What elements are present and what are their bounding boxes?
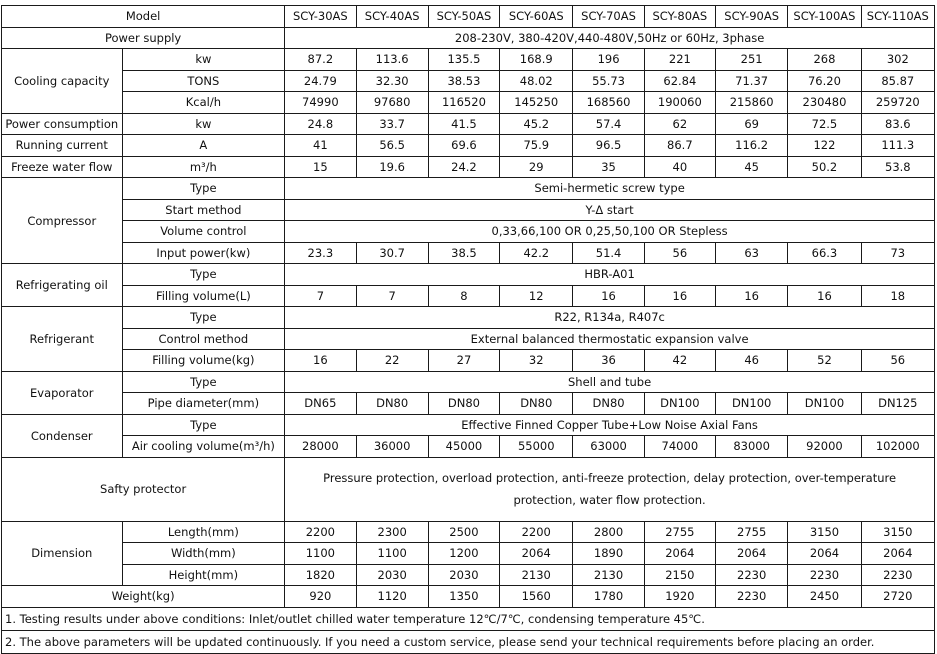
cell-value: 56 [644, 242, 715, 264]
cell-value: 38.5 [428, 242, 499, 264]
cell-value: 56.5 [356, 135, 428, 157]
cell-value: 28000 [285, 436, 356, 458]
group-label: Weight(kg) [2, 586, 285, 608]
cell-value: 86.7 [644, 135, 715, 157]
cell-value: 16 [716, 285, 788, 307]
cell-value: DN100 [716, 393, 788, 415]
row-unit: Filling volume(kg) [122, 350, 285, 372]
cooling-kcal-row [2, 92, 935, 114]
cell-value: 76.20 [788, 70, 861, 92]
safety-protector-row [2, 457, 935, 521]
cell-value: 66.3 [788, 242, 861, 264]
model-name: SCY-80AS [644, 6, 715, 28]
cell-value: 62.84 [644, 70, 715, 92]
row-unit: Control method [122, 328, 285, 350]
cell-value: 2230 [861, 564, 934, 586]
row-unit: Type [122, 307, 285, 329]
cell-value: 1820 [285, 564, 356, 586]
cell-value: 96.5 [573, 135, 644, 157]
row-label: Power supply [2, 27, 285, 49]
cell-value: 2064 [500, 543, 573, 565]
model-header: Model [2, 6, 285, 28]
evaporator-pipe-row [2, 393, 935, 415]
cell-value: DN80 [500, 393, 573, 415]
row-unit: Start method [122, 199, 285, 221]
cell-value: 2230 [716, 586, 788, 608]
cell-value: 268 [788, 49, 861, 71]
cell-value: 48.02 [500, 70, 573, 92]
cell-value: 50.2 [788, 156, 861, 178]
cell-value: 53.8 [861, 156, 934, 178]
weight-row [2, 586, 935, 608]
cell-value: 230480 [788, 92, 861, 114]
cell-value: 33.7 [356, 113, 428, 135]
cell-value: 57.4 [573, 113, 644, 135]
cell-value: 2150 [644, 564, 715, 586]
merged-value: Pressure protection, overload protection, anti-freeze protection, delay protection, over-temperature protection, water flow protection. [285, 457, 935, 521]
cell-value: 38.53 [428, 70, 499, 92]
row-unit: TONS [122, 70, 285, 92]
cell-value: 71.37 [716, 70, 788, 92]
compressor-type-row [2, 178, 935, 200]
cell-value: 259720 [861, 92, 934, 114]
table-header-row [2, 6, 935, 28]
cell-value: 52 [788, 350, 861, 372]
cell-value: 42.2 [500, 242, 573, 264]
cell-value: 36 [573, 350, 644, 372]
cell-value: 83.6 [861, 113, 934, 135]
compressor-volume-row [2, 221, 935, 243]
cell-value: 251 [716, 49, 788, 71]
cell-value: 63 [716, 242, 788, 264]
cell-value: 2064 [716, 543, 788, 565]
cell-value: 145250 [500, 92, 573, 114]
cell-value: 3150 [788, 521, 861, 543]
group-label: Dimension [2, 521, 123, 586]
dimension-length-row [2, 521, 935, 543]
condenser-air-row [2, 436, 935, 458]
merged-value: 0,33,66,100 OR 0,25,50,100 OR Stepless [285, 221, 935, 243]
cell-value: 19.6 [356, 156, 428, 178]
merged-value: Y-Δ start [285, 199, 935, 221]
refrigerant-filling-row [2, 350, 935, 372]
model-name: SCY-100AS [788, 6, 861, 28]
cell-value: 45.2 [500, 113, 573, 135]
merged-value: 208-230V, 380-420V,440-480V,50Hz or 60Hz, 3phase [285, 27, 935, 49]
row-unit: Volume control [122, 221, 285, 243]
note-row [2, 630, 935, 653]
cell-value: 87.2 [285, 49, 356, 71]
cell-value: 7 [356, 285, 428, 307]
cell-value: 116520 [428, 92, 499, 114]
cell-value: 22 [356, 350, 428, 372]
cell-value: 41.5 [428, 113, 499, 135]
cell-value: 1350 [428, 586, 499, 608]
cell-value: 51.4 [573, 242, 644, 264]
cell-value: 72.5 [788, 113, 861, 135]
cell-value: 3150 [861, 521, 934, 543]
dimension-width-row [2, 543, 935, 565]
cell-value: 74990 [285, 92, 356, 114]
cell-value: 12 [500, 285, 573, 307]
cell-value: 24.8 [285, 113, 356, 135]
cell-value: 2230 [716, 564, 788, 586]
cell-value: 1200 [428, 543, 499, 565]
cell-value: 2200 [500, 521, 573, 543]
cell-value: 2130 [573, 564, 644, 586]
cell-value: 2064 [788, 543, 861, 565]
cell-value: DN100 [644, 393, 715, 415]
cell-value: 1120 [356, 586, 428, 608]
cell-value: 2800 [573, 521, 644, 543]
group-label: Safty protector [2, 457, 285, 521]
cell-value: 16 [285, 350, 356, 372]
model-name: SCY-110AS [861, 6, 934, 28]
cell-value: 56 [861, 350, 934, 372]
cell-value: DN65 [285, 393, 356, 415]
cell-value: 215860 [716, 92, 788, 114]
cell-value: 18 [861, 285, 934, 307]
row-unit: Length(mm) [122, 521, 285, 543]
note-row [2, 607, 935, 630]
cell-value: 55.73 [573, 70, 644, 92]
cell-value: 45000 [428, 436, 499, 458]
cell-value: DN80 [356, 393, 428, 415]
cell-value: 24.79 [285, 70, 356, 92]
group-label: Refrigerating oil [2, 264, 123, 307]
row-unit: m³/h [122, 156, 285, 178]
footnote: 1. Testing results under above conditions: Inlet/outlet chilled water temperature 12℃/7℃, condensing temperature 45℃. [2, 607, 935, 630]
cell-value: 8 [428, 285, 499, 307]
group-label: Refrigerant [2, 307, 123, 372]
freeze-water-flow-row [2, 156, 935, 178]
merged-value: External balanced thermostatic expansion valve [285, 328, 935, 350]
row-unit: kw [122, 49, 285, 71]
cell-value: 111.3 [861, 135, 934, 157]
model-name: SCY-40AS [356, 6, 428, 28]
model-name: SCY-60AS [500, 6, 573, 28]
cell-value: 42 [644, 350, 715, 372]
cell-value: 190060 [644, 92, 715, 114]
cell-value: 23.3 [285, 242, 356, 264]
cell-value: 45 [716, 156, 788, 178]
cell-value: 83000 [716, 436, 788, 458]
specification-table [1, 5, 935, 654]
evaporator-type-row [2, 371, 935, 393]
merged-value: HBR-A01 [285, 264, 935, 286]
cell-value: 2030 [356, 564, 428, 586]
cell-value: 1100 [285, 543, 356, 565]
row-unit: Filling volume(L) [122, 285, 285, 307]
cell-value: 168560 [573, 92, 644, 114]
cell-value: 63000 [573, 436, 644, 458]
refrigerant-control-row [2, 328, 935, 350]
cell-value: 135.5 [428, 49, 499, 71]
merged-value: Semi-hermetic screw type [285, 178, 935, 200]
cell-value: 1920 [644, 586, 715, 608]
refrigerant-type-row [2, 307, 935, 329]
cell-value: 41 [285, 135, 356, 157]
cell-value: 69.6 [428, 135, 499, 157]
row-unit: A [122, 135, 285, 157]
cell-value: 302 [861, 49, 934, 71]
model-name: SCY-50AS [428, 6, 499, 28]
footnote: 2. The above parameters will be updated continuously. If you need a custom service, please send your technical requirements before placing an order. [2, 630, 935, 653]
cell-value: DN125 [861, 393, 934, 415]
power-supply-row [2, 27, 935, 49]
row-unit: Kcal/h [122, 92, 285, 114]
cooling-tons-row [2, 70, 935, 92]
cell-value: 2755 [716, 521, 788, 543]
cell-value: 2064 [861, 543, 934, 565]
cell-value: 69 [716, 113, 788, 135]
row-unit: kw [122, 113, 285, 135]
cell-value: 2200 [285, 521, 356, 543]
cell-value: 2500 [428, 521, 499, 543]
power-consumption-row [2, 113, 935, 135]
cell-value: 2300 [356, 521, 428, 543]
cell-value: 2755 [644, 521, 715, 543]
cell-value: 196 [573, 49, 644, 71]
cell-value: 2230 [788, 564, 861, 586]
cell-value: 30.7 [356, 242, 428, 264]
cell-value: DN100 [788, 393, 861, 415]
condenser-type-row [2, 414, 935, 436]
cell-value: 85.87 [861, 70, 934, 92]
oil-type-row [2, 264, 935, 286]
cell-value: 16 [644, 285, 715, 307]
group-label: Freeze water flow [2, 156, 123, 178]
compressor-start-row [2, 199, 935, 221]
row-unit: Air cooling volume(m³/h) [122, 436, 285, 458]
cell-value: 46 [716, 350, 788, 372]
model-name: SCY-70AS [573, 6, 644, 28]
cell-value: 116.2 [716, 135, 788, 157]
cell-value: 7 [285, 285, 356, 307]
cell-value: 2450 [788, 586, 861, 608]
row-unit: Type [122, 264, 285, 286]
group-label: Evaporator [2, 371, 123, 414]
row-unit: Input power(kw) [122, 242, 285, 264]
merged-value: Effective Finned Copper Tube+Low Noise Axial Fans [285, 414, 935, 436]
oil-filling-row [2, 285, 935, 307]
cell-value: 35 [573, 156, 644, 178]
merged-value: R22, R134a, R407c [285, 307, 935, 329]
row-unit: Width(mm) [122, 543, 285, 565]
cell-value: 75.9 [500, 135, 573, 157]
cell-value: 2030 [428, 564, 499, 586]
cell-value: 32 [500, 350, 573, 372]
cell-value: 55000 [500, 436, 573, 458]
cell-value: 40 [644, 156, 715, 178]
cell-value: 16 [573, 285, 644, 307]
cell-value: 97680 [356, 92, 428, 114]
cell-value: 168.9 [500, 49, 573, 71]
row-unit: Height(mm) [122, 564, 285, 586]
cell-value: 1890 [573, 543, 644, 565]
cell-value: 113.6 [356, 49, 428, 71]
cell-value: 15 [285, 156, 356, 178]
cell-value: 29 [500, 156, 573, 178]
running-current-row [2, 135, 935, 157]
row-unit: Pipe diameter(mm) [122, 393, 285, 415]
cell-value: 2064 [644, 543, 715, 565]
merged-value: Shell and tube [285, 371, 935, 393]
dimension-height-row [2, 564, 935, 586]
cooling-kw-row [2, 49, 935, 71]
cell-value: 24.2 [428, 156, 499, 178]
cell-value: 16 [788, 285, 861, 307]
compressor-input-row [2, 242, 935, 264]
cell-value: 2130 [500, 564, 573, 586]
model-name: SCY-90AS [716, 6, 788, 28]
cell-value: 102000 [861, 436, 934, 458]
model-name: SCY-30AS [285, 6, 356, 28]
row-unit: Type [122, 178, 285, 200]
cell-value: 32.30 [356, 70, 428, 92]
cell-value: 1560 [500, 586, 573, 608]
group-label: Condenser [2, 414, 123, 457]
cell-value: 920 [285, 586, 356, 608]
cell-value: 36000 [356, 436, 428, 458]
cell-value: 73 [861, 242, 934, 264]
cell-value: 92000 [788, 436, 861, 458]
group-label: Power consumption [2, 113, 123, 135]
cell-value: DN80 [428, 393, 499, 415]
cell-value: 1780 [573, 586, 644, 608]
cell-value: 27 [428, 350, 499, 372]
row-unit: Type [122, 371, 285, 393]
row-unit: Type [122, 414, 285, 436]
group-label: Cooling capacity [2, 49, 123, 114]
cell-value: DN80 [573, 393, 644, 415]
group-label: Running current [2, 135, 123, 157]
group-label: Compressor [2, 178, 123, 264]
cell-value: 122 [788, 135, 861, 157]
cell-value: 2720 [861, 586, 934, 608]
cell-value: 74000 [644, 436, 715, 458]
cell-value: 221 [644, 49, 715, 71]
cell-value: 62 [644, 113, 715, 135]
cell-value: 1100 [356, 543, 428, 565]
